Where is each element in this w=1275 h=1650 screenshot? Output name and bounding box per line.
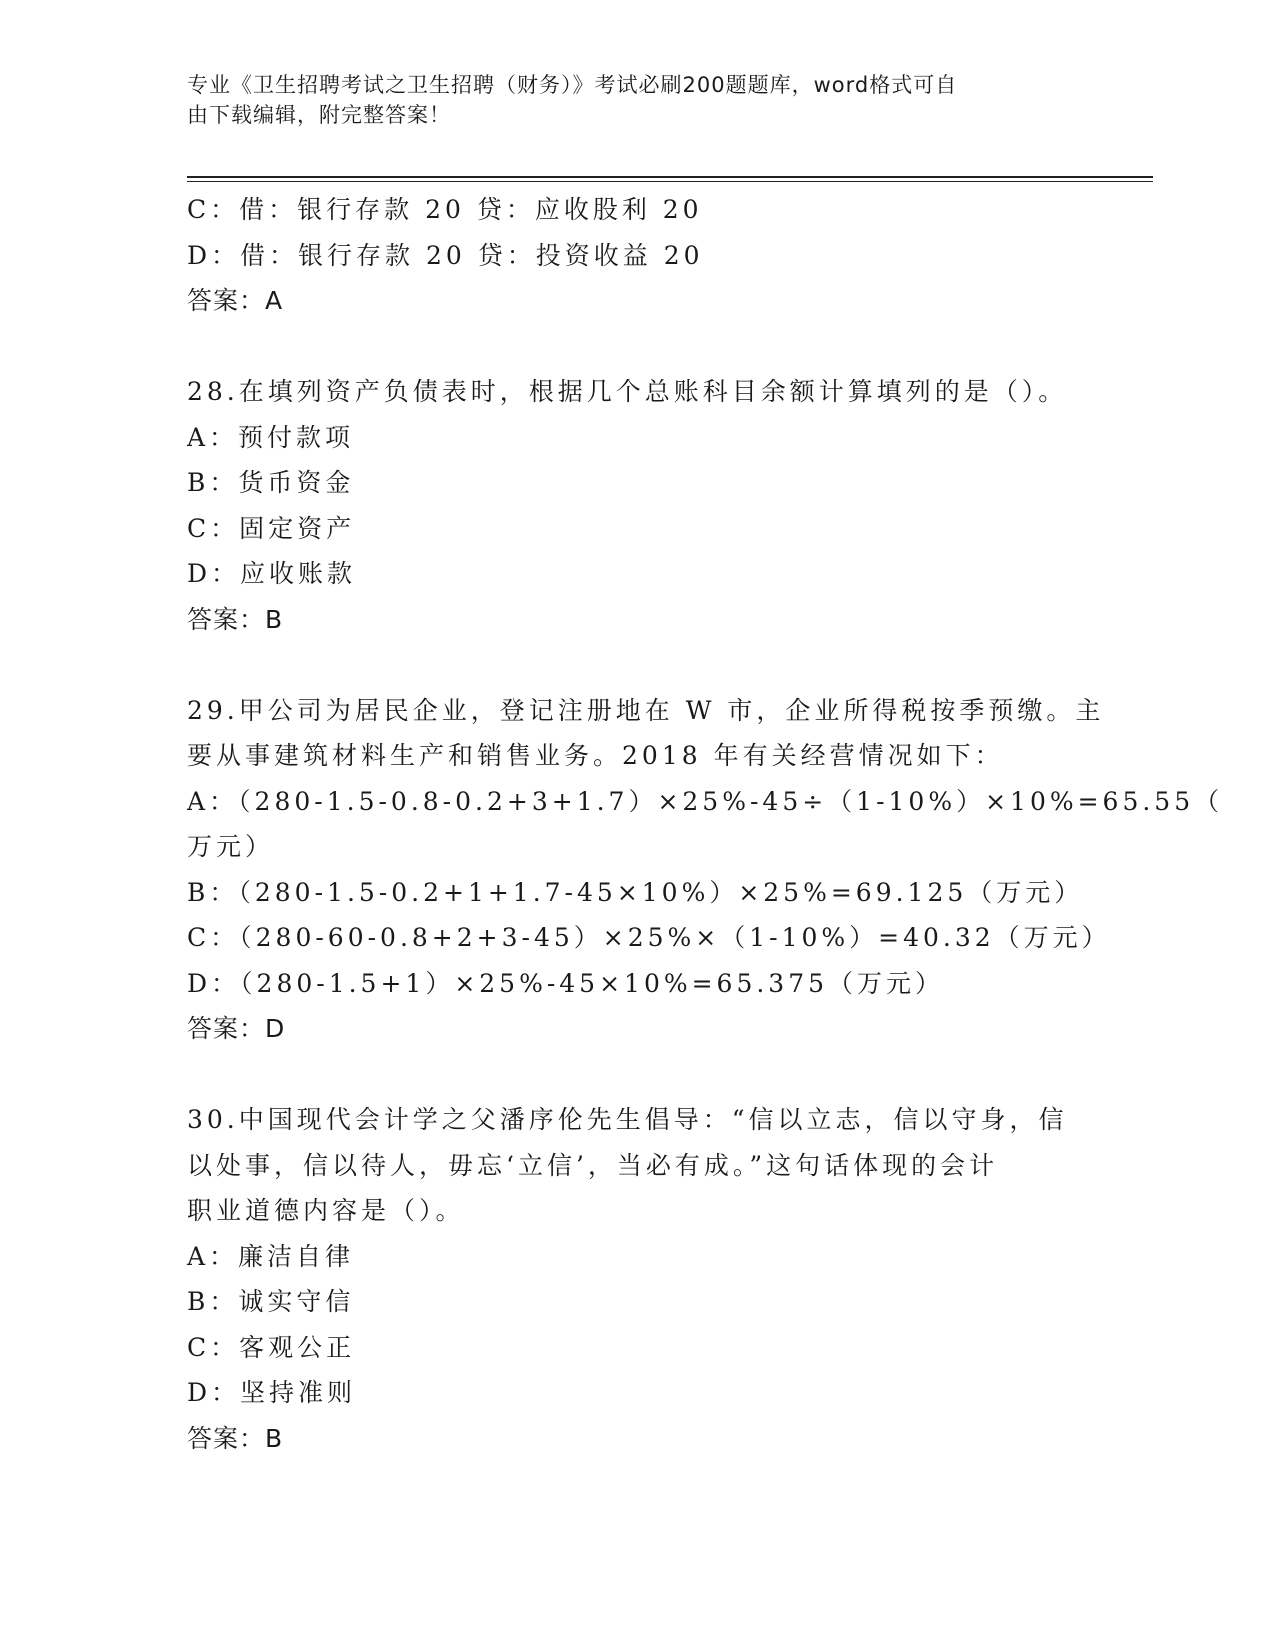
- option-c: C：客观公正: [187, 1332, 356, 1362]
- option-d: D：（280-1.5+1）×25%-45×10%=65.375（万元）: [187, 968, 945, 998]
- option-a: A：（280-1.5-0.8-0.2+3+1.7）×25%-45÷（1-10%）×10%=65.55（: [187, 786, 1224, 816]
- question-content: [187, 187, 1224, 1461]
- header-divider-thick: [187, 176, 1153, 178]
- option-a-continued: 万元）: [187, 832, 275, 861]
- document-header: [187, 70, 1067, 130]
- answer-line: 答案：B: [187, 1423, 284, 1453]
- spacer: [187, 324, 1087, 370]
- option-c: C：固定资产: [187, 513, 356, 543]
- option-c: C：（280-60-0.8+2+3-45）×25%×（1-10%）=40.32（万元）: [187, 923, 1111, 952]
- question-29: [187, 688, 1224, 1052]
- header-line-1: 专业《卫生招聘考试之卫生招聘（财务）》考试必刷200题题库，word格式可自: [187, 73, 958, 97]
- question-28: [187, 369, 1087, 642]
- option-a: A：廉洁自律: [187, 1241, 355, 1271]
- header-line-2: 由下载编辑，附完整答案！: [187, 103, 451, 127]
- option-b: B：（280-1.5-0.2+1+1.7-45×10%）×25%=69.125（万元）: [187, 877, 1084, 907]
- question-stem-line-3: 职业道德内容是（）。: [187, 1196, 465, 1225]
- option-d: D：应收账款: [187, 559, 357, 588]
- option-d: D：坚持准则: [187, 1378, 357, 1407]
- answer-line: 答案：A: [187, 286, 284, 315]
- question-stem-line-2: 以处事，信以待人，毋忘‘立信’，当必有成。”这句话体现的会计: [187, 1150, 999, 1180]
- question-stem: 28.在填列资产负债表时，根据几个总账科目余额计算填列的是（）。: [187, 377, 1068, 406]
- question-stem-line-2: 要从事建筑材料生产和销售业务。2018 年有关经营情况如下：: [187, 741, 1004, 770]
- option-a: A：预付款项: [187, 422, 355, 452]
- option-b: B：货币资金: [187, 468, 355, 497]
- option-c: C：借：银行存款 20 贷：应收股利 20: [187, 195, 703, 224]
- question-stem-line-1: 30.中国现代会计学之父潘序伦先生倡导：“信以立志，信以守身，信: [187, 1105, 1068, 1134]
- question-30: [187, 1097, 1087, 1461]
- answer-line: 答案：D: [187, 1014, 286, 1043]
- spacer: [187, 1052, 1087, 1098]
- option-d: D：借：银行存款 20 贷：投资收益 20: [187, 240, 704, 270]
- option-b: B：诚实守信: [187, 1287, 355, 1316]
- header-divider-thin: [187, 181, 1153, 182]
- previous-question: [187, 187, 1087, 324]
- answer-line: 答案：B: [187, 604, 284, 634]
- question-stem-line-1: 29.甲公司为居民企业，登记注册地在 W 市，企业所得税按季预缴。主: [187, 695, 1105, 725]
- spacer: [187, 642, 1087, 688]
